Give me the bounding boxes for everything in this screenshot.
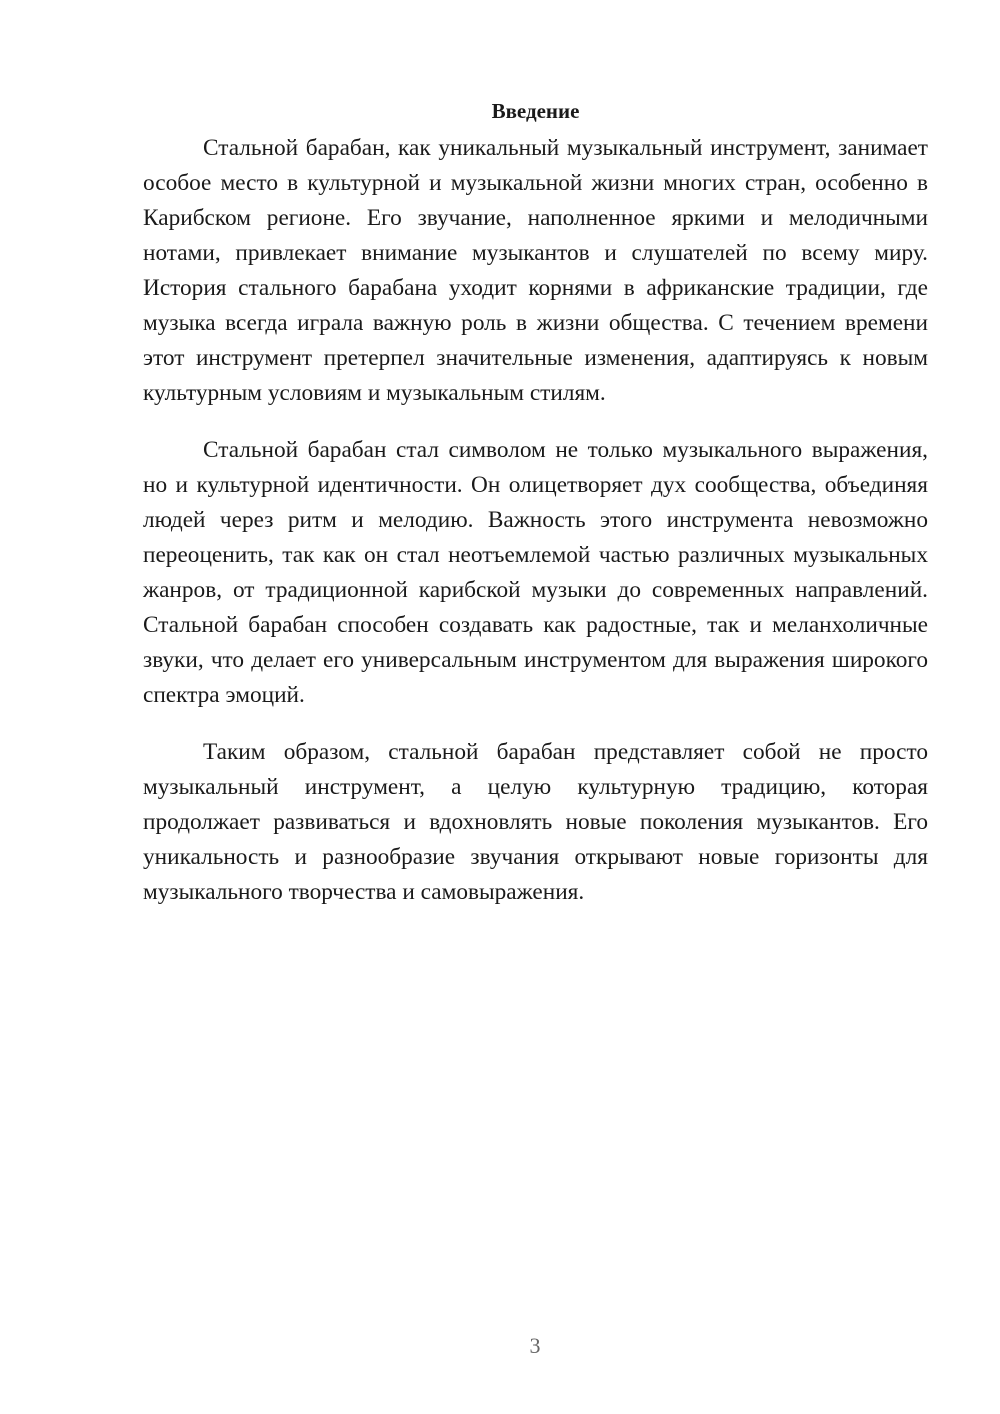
paragraph-3: Таким образом, стальной барабан представляет собой не просто музыкальный инструмент, а целую культурную традицию, которая продолжает развиваться и вдохновлять новые поколения музыкантов. Его уникальность и разнообразие звучания открывают новые горизонты для музыкального творчества и самовыражения.: [143, 739, 928, 905]
page-content: [143, 96, 928, 910]
section-heading: Введение: [491, 99, 580, 123]
paragraph-1: Стальной барабан, как уникальный музыкальный инструмент, занимает особое место в культурной и музыкальной жизни многих стран, особенно в Карибском регионе. Его звучание, наполненное яркими и мелодичными нотами, привлекает внимание музыкантов и слушателей по всему миру. История стального барабана уходит корнями в африканские традиции, где музыка всегда играла важную роль в жизни общества. С течением времени этот инструмент претерпел значительные изменения, адаптируясь к новым культурным условиям и музыкальным стилям.: [143, 135, 928, 406]
page-number: 3: [529, 1333, 541, 1358]
paragraph-2: Стальной барабан стал символом не только музыкального выражения, но и культурной идентичности. Он олицетворяет дух сообщества, объединяя людей через ритм и мелодию. Важность этого инструмента невозможно переоценить, так как он стал неотъемлемой частью различных музыкальных жанров, от традиционной карибской музыки до современных направлений. Стальной барабан способен создавать как радостные, так и меланхоличные звуки, что делает его универсальным инструментом для выражения широкого спектра эмоций.: [143, 437, 928, 708]
